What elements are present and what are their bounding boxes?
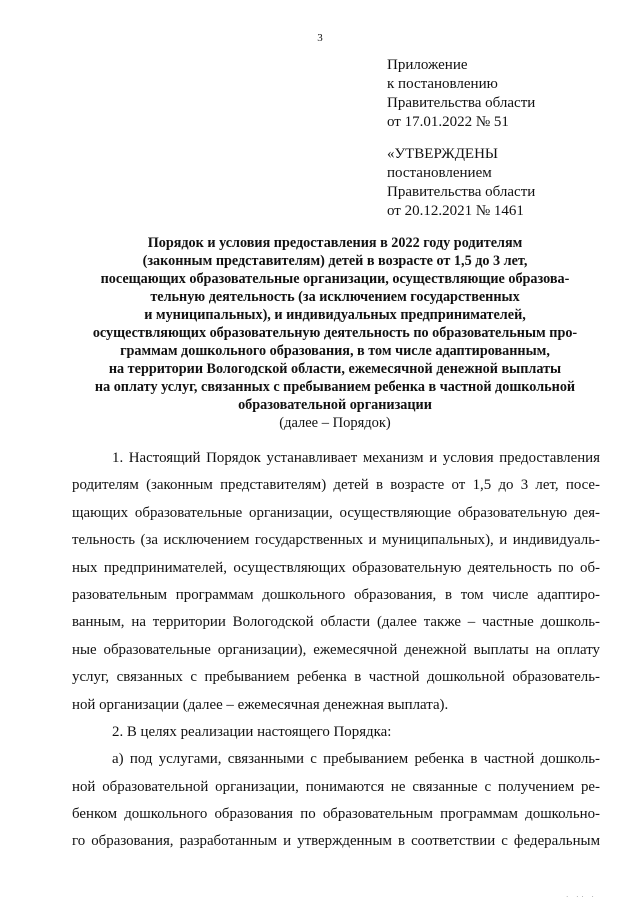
appendix-line: Приложение <box>387 57 468 73</box>
paragraph-1-line: ные образовательные организации), ежемесячной денежной выплаты на оплату <box>72 641 600 658</box>
title-line: образовательной организации <box>238 397 432 413</box>
title-line: осуществляющих образовательную деятельность по образовательным про- <box>92 325 578 341</box>
appendix-line: от 17.01.2022 № 51 <box>387 114 509 130</box>
scan-artifact: · ·· · <box>566 893 597 901</box>
appendix-line: Правительства области <box>387 95 536 111</box>
body-text <box>72 445 600 856</box>
title-line: посещающих образовательные организации, осуществляющие образова- <box>100 271 570 287</box>
approved-line: Правительства области <box>387 184 536 200</box>
paragraph-1-line: разовательным программам дошкольного образования, в том числе адаптиро- <box>72 586 600 603</box>
paragraph-2a-line: ной образовательной организации, понимаются не связанные с получением ре- <box>72 778 600 795</box>
paragraph-1-line: услуг, связанных с пребыванием ребенка в частной дошкольной образователь- <box>72 669 600 686</box>
approved-line: «УТВЕРЖДЕНЫ <box>387 146 499 162</box>
title-line: Порядок и условия предоставления в 2022 году родителям <box>147 235 523 251</box>
paragraph-1-line: ных предпринимателей, осуществляющих образовательную деятельность по об- <box>72 559 600 576</box>
paragraph-2a-line: го образования, разработанным и утвержденным в соответствии с федеральным <box>72 833 600 850</box>
paragraph-2-line: 2. В целях реализации настоящего Порядка: <box>112 723 392 740</box>
title-subtitle: (далее – Порядок) <box>279 415 391 431</box>
approved-line: от 20.12.2021 № 1461 <box>387 203 524 219</box>
paragraph-2a-line: бенком дошкольного образования по образовательным программам дошкольно- <box>72 806 600 823</box>
approved-line: постановлением <box>387 165 492 181</box>
paragraph-2a-line: а) под услугами, связанными с пребыванием ребенка в частной дошколь- <box>112 751 600 768</box>
title-line: граммам дошкольного образования, в том числе адаптированным, <box>120 343 550 359</box>
appendix-line: к постановлению <box>387 76 498 92</box>
paragraph-1-line: ванным, на территории Вологодской области (далее также – частные дошколь- <box>72 614 600 631</box>
title-line: и муниципальных), и индивидуальных предпринимателей, <box>144 307 526 323</box>
title-line: на оплату услуг, связанных с пребыванием ребенка в частной дошкольной <box>94 379 576 395</box>
document-title <box>40 234 630 432</box>
paragraph-1-line: родителям (законным представителям) детей в возрасте от 1,5 до 3 лет, посе- <box>72 477 600 494</box>
approved-block <box>387 145 535 221</box>
paragraph-1-line: ной организации (далее – ежемесячная денежная выплата). <box>72 696 449 713</box>
title-line: (законным представителям) детей в возрасте от 1,5 до 3 лет, <box>142 253 528 269</box>
title-line: на территории Вологодской области, ежемесячной денежной выплаты <box>108 361 562 377</box>
paragraph-1-line: 1. Настоящий Порядок устанавливает механизм и условия предоставления <box>112 450 600 466</box>
appendix-block <box>387 56 535 132</box>
paragraph-1-line: щающих образовательные организации, осуществляющие образовательную дея- <box>72 504 600 521</box>
page-number: 3 <box>317 32 323 44</box>
title-line: тельную деятельность (за исключением государственных <box>150 289 520 305</box>
paragraph-1-line: тельность (за исключением государственных и муниципальных), и индивидуаль- <box>72 532 600 549</box>
